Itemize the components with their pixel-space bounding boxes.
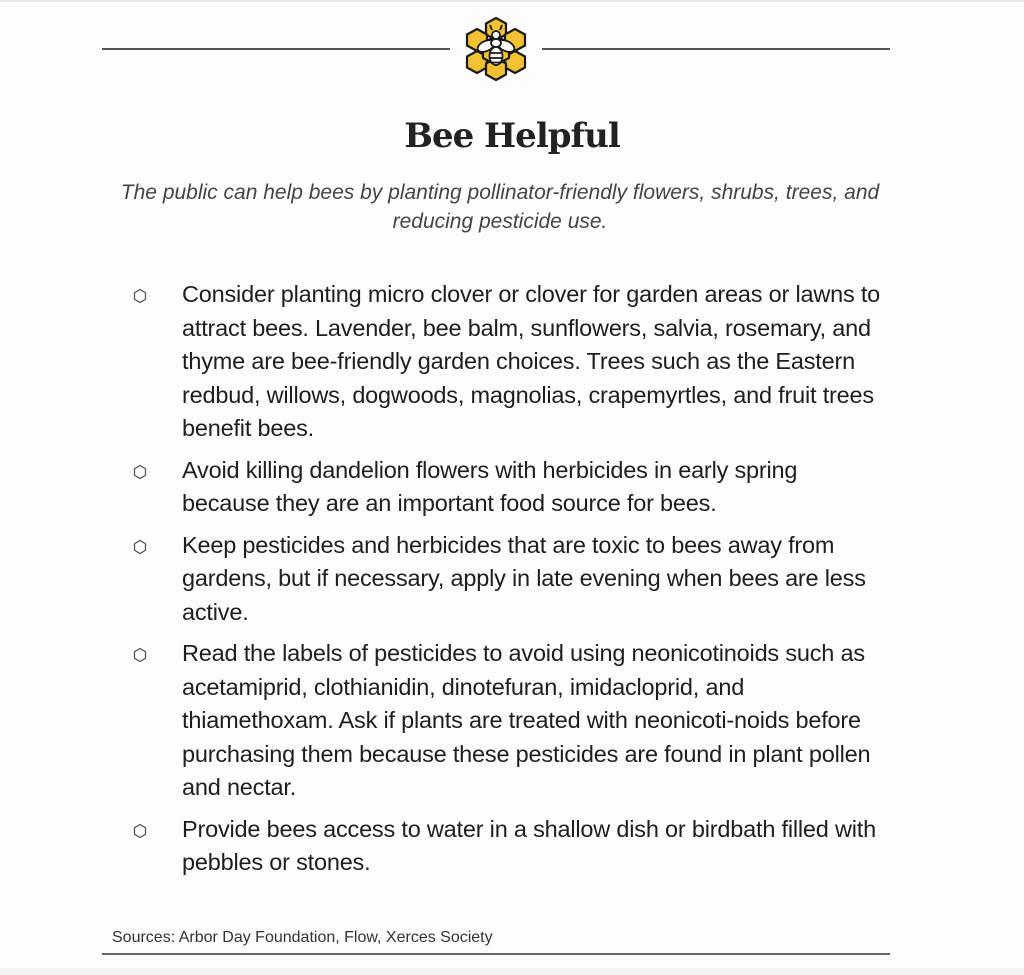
list-item [130,454,890,521]
hexagon-outline-icon [132,823,148,839]
hexagon-outline-icon [132,539,148,555]
header-rule-right [542,48,890,50]
footer-rule [102,953,890,955]
list-item [130,278,890,446]
list-item [130,529,890,630]
sources-credit: Sources: Arbor Day Foundation, Flow, Xerces Society [112,929,493,946]
tip-text: Consider planting micro clover or clover for garden areas or lawns to attract bees. Lavender, bee balm, sunflowers, salvia, rosemary, and thyme are bee-friendly garden choices. Trees such as the Eastern redbud, willows, dogwoods, magnolias, crapemyrtles, and fruit trees benefit bees. [182,281,881,441]
tip-text: Provide bees access to water in a shallow dish or birdbath filled with pebbles or stones. [182,815,876,875]
hexagon-outline-icon [132,647,148,663]
header-rule-left [102,48,450,50]
hexagon-outline-icon [132,464,148,480]
tip-text: Avoid killing dandelion flowers with herbicides in early spring because they are an important food source for bees. [182,456,798,516]
page-subtitle: The public can help bees by planting pollinator-friendly flowers, shrubs, trees, and reducing pesticide use. [120,181,880,233]
page-title: Bee Helpful [404,116,620,156]
tips-list [130,278,890,888]
list-item [130,813,890,880]
tip-text: Keep pesticides and herbicides that are toxic to bees away from gardens, but if necessary, apply in late evening when bees are less active. [182,531,866,625]
bottom-border [0,968,1024,975]
top-border [0,0,1024,2]
tip-text: Read the labels of pesticides to avoid using neonicotinoids such as acetamiprid, clothianidin, dinotefuran, imidacloprid, and thiamethoxam. Ask if plants are treated with neonicoti-noids before purchasing them because these pesticides are found in plant pollen and nectar. [182,640,871,800]
hexagon-outline-icon [132,288,148,304]
list-item [130,637,890,805]
honeycomb-bee-icon [464,16,528,82]
